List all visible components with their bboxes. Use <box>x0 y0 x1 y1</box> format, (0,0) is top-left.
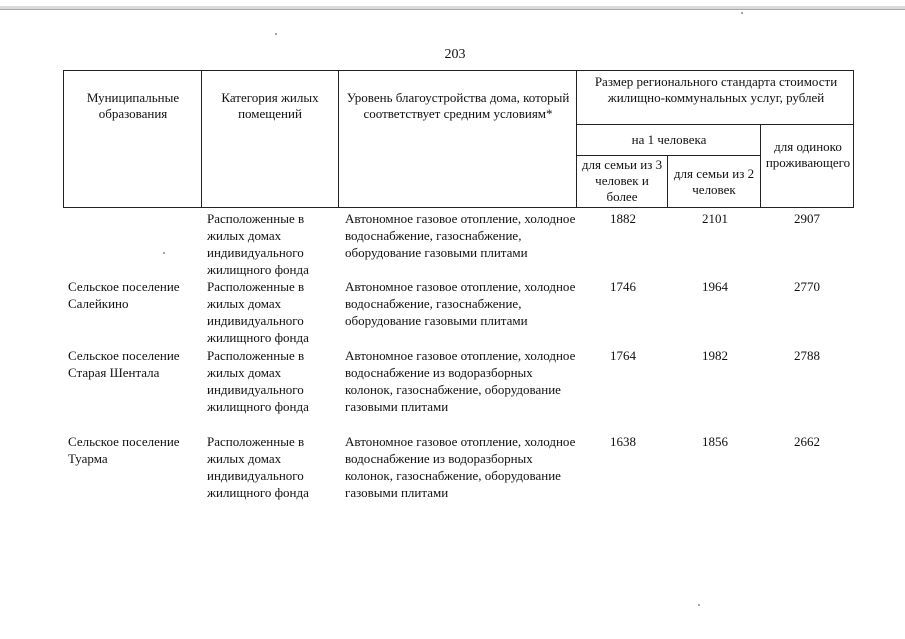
municipality-cell: Сельское поселение Туарма <box>68 434 180 466</box>
header-size-group: Размер регионального стандарта стоимости жилищно-коммунальных услуг, рублей <box>594 74 838 105</box>
family3-value: 1882 <box>610 211 636 226</box>
header-level: Уровень благоустройства дома, который соответствует средним условиям* <box>346 90 570 121</box>
municipality-cell: Сельское поселение Салейкино <box>68 279 180 311</box>
header-per-person: на 1 человека <box>631 132 707 147</box>
municipality-cell: Сельское поселение Старая Шентала <box>68 348 180 380</box>
scan-top-edge <box>0 6 905 10</box>
category-cell: Расположенные в жилых домах индивидуального жилищного фонда <box>207 434 309 500</box>
scan-speck <box>698 604 700 606</box>
family3-value: 1746 <box>610 279 636 294</box>
level-cell: Автономное газовое отопление, холодное водоснабжение из водоразборных колонок, газоснабжение, оборудование газовыми плитами <box>345 348 576 414</box>
page-number: 203 <box>444 47 466 62</box>
single-value: 2770 <box>794 279 820 294</box>
family3-value: 1764 <box>610 348 636 363</box>
single-value: 2788 <box>794 348 820 363</box>
family2-value: 1982 <box>702 348 728 363</box>
single-value: 2662 <box>794 434 820 449</box>
scan-speck <box>741 12 743 14</box>
level-cell: Автономное газовое отопление, холодное водоснабжение из водоразборных колонок, газоснабжение, оборудование газовыми плитами <box>345 434 576 500</box>
header-single: для одиноко проживающего <box>765 139 851 170</box>
scan-speck <box>275 33 277 35</box>
header-category: Категория жилых помещений <box>221 90 319 121</box>
scan-speck <box>163 252 165 254</box>
header-family3: для семьи из 3 человек и более <box>581 157 663 204</box>
category-cell: Расположенные в жилых домах индивидуального жилищного фонда <box>207 279 309 345</box>
category-cell: Расположенные в жилых домах индивидуального жилищного фонда <box>207 348 309 414</box>
family2-value: 1964 <box>702 279 728 294</box>
family2-value: 2101 <box>702 211 728 226</box>
level-cell: Автономное газовое отопление, холодное водоснабжение, газоснабжение, оборудование газовыми плитами <box>345 279 576 328</box>
header-municipal: Муниципальные образования <box>86 90 180 121</box>
family2-value: 1856 <box>702 434 728 449</box>
category-cell: Расположенные в жилых домах индивидуального жилищного фонда <box>207 211 309 277</box>
level-cell: Автономное газовое отопление, холодное водоснабжение, газоснабжение, оборудование газовыми плитами <box>345 211 576 260</box>
family3-value: 1638 <box>610 434 636 449</box>
single-value: 2907 <box>794 211 820 226</box>
header-family2: для семьи из 2 человек <box>673 166 755 197</box>
